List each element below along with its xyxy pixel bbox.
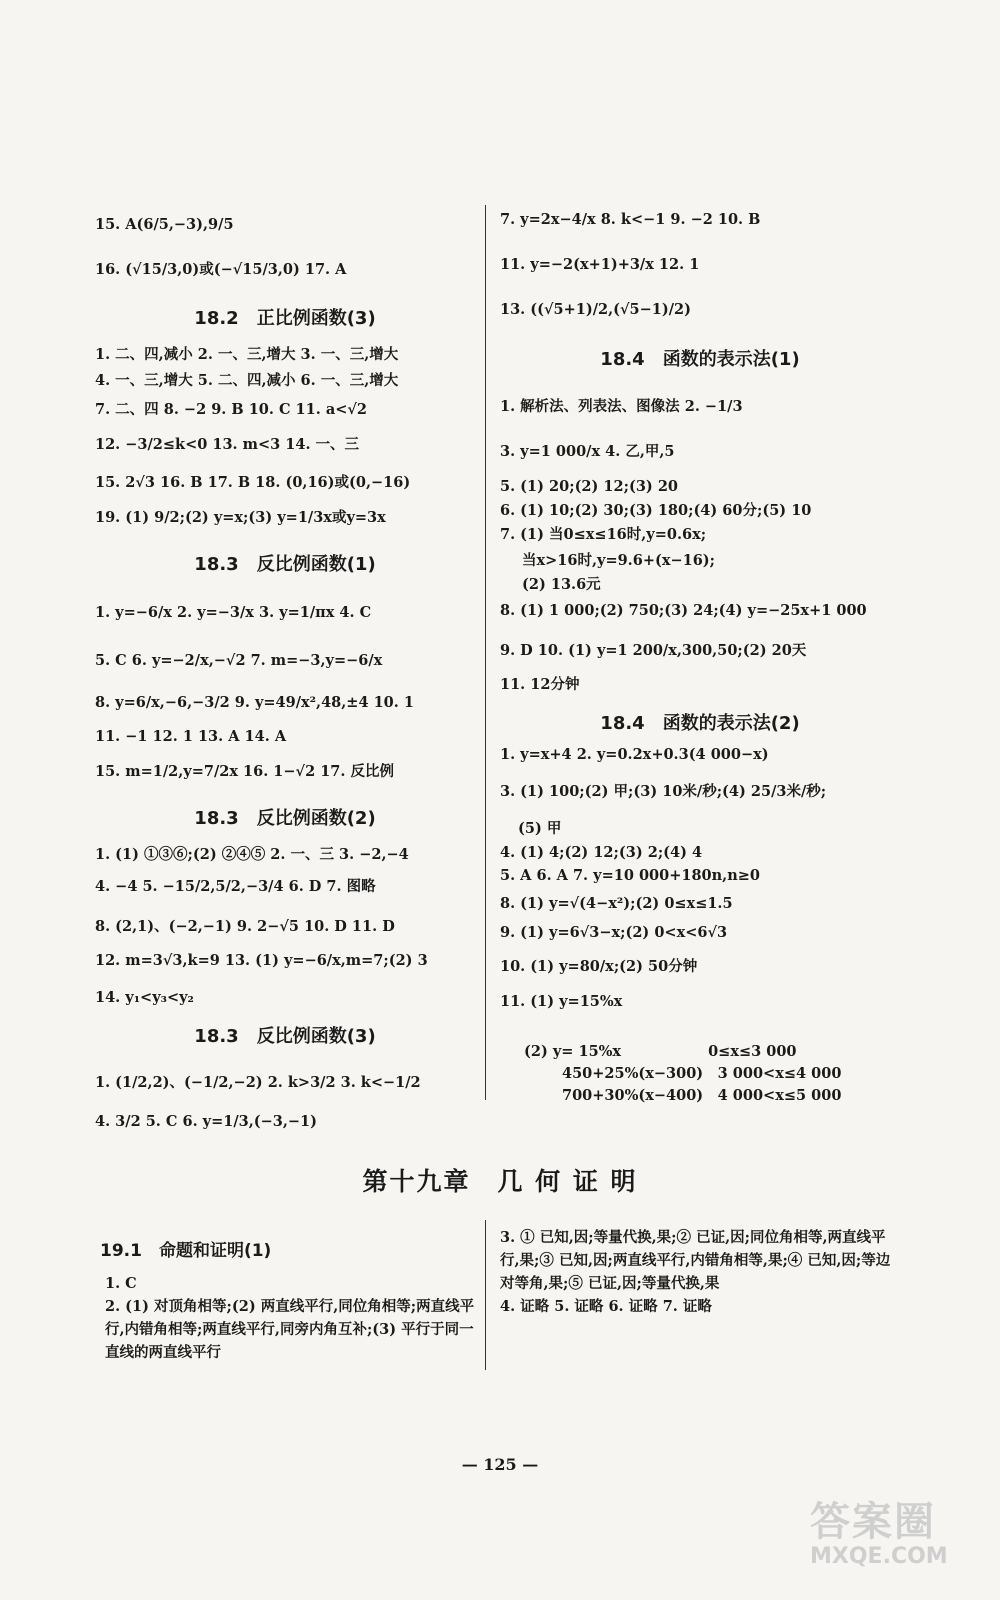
answer-line: 7. 二、四 8. −2 9. B 10. C 11. a<√2 <box>95 401 367 418</box>
answer-line: 14. y₁<y₃<y₂ <box>95 989 194 1006</box>
answer-line: 5. C 6. y=−2/x,−√2 7. m=−3,y=−6/x <box>95 652 383 669</box>
answer-line: 8. y=6/x,−6,−3/2 9. y=49/x²,48,±4 10. 1 <box>95 694 414 711</box>
answer-line: 3. y=1 000/x 4. 乙,甲,5 <box>500 443 675 460</box>
answer-line: 8. (1) 1 000;(2) 750;(3) 24;(4) y=−25x+1 000 <box>500 602 867 619</box>
answer-line: 12. −3/2≤k<0 13. m<3 14. 一、三 <box>95 436 360 453</box>
section-heading: 18.4 函数的表示法(2) <box>600 713 800 734</box>
answer-line: 5. (1) 20;(2) 12;(3) 20 <box>500 478 679 495</box>
answer-line: 11. y=−2(x+1)+3/x 12. 1 <box>500 256 700 273</box>
answer-line: 8. (1) y=√(4−x²);(2) 0≤x≤1.5 <box>500 895 733 912</box>
column-divider <box>485 1220 486 1370</box>
answer-line: 10. (1) y=80/x;(2) 50分钟 <box>500 958 698 975</box>
answer-line: 11. −1 12. 1 13. A 14. A <box>95 728 287 745</box>
ch19-right-block <box>500 1226 900 1318</box>
answer-line: 7. (1) 当0≤x≤16时,y=0.6x; <box>500 526 707 543</box>
answer-paragraph: 4. 证略 5. 证略 6. 证略 7. 证略 <box>500 1298 712 1315</box>
answer-line: 1. y=−6/x 2. y=−3/x 3. y=1/πx 4. C <box>95 604 372 621</box>
answer-line: 15. A(6/5,−3),9/5 <box>95 216 234 233</box>
answer-line: 6. (1) 10;(2) 30;(3) 180;(4) 60分;(5) 10 <box>500 502 812 519</box>
answer-line: 1. 解析法、列表法、图像法 2. −1/3 <box>500 398 743 415</box>
page-number: — 125 — <box>461 1455 539 1474</box>
answer-paragraph: 1. C <box>105 1275 137 1292</box>
answer-line: 8. (2,1)、(−2,−1) 9. 2−√5 10. D 11. D <box>95 918 395 935</box>
column-divider <box>485 205 486 1100</box>
answer-line: 9. D 10. (1) y=1 200/x,300,50;(2) 20天 <box>500 642 807 659</box>
answer-line: 7. y=2x−4/x 8. k<−1 9. −2 10. B <box>500 211 761 228</box>
answer-line: 4. 一、三,增大 5. 二、四,减小 6. 一、三,增大 <box>95 372 399 389</box>
answer-line: (2) 13.6元 <box>522 576 601 593</box>
answer-paragraph: 3. ① 已知,因;等量代换,果;② 已证,因;同位角相等,两直线平行,果;③ 已知,因;两直线平行,内错角相等,果;④ 已知,因;等边对等角,果;⑤ 已证,因;等量代换,果 <box>500 1229 891 1292</box>
answer-line: 3. (1) 100;(2) 甲;(3) 10米/秒;(4) 25/3米/秒; <box>500 783 827 800</box>
section-heading: 18.2 正比例函数(3) <box>194 308 376 329</box>
answer-paragraph: 2. (1) 对顶角相等;(2) 两直线平行,同位角相等;两直线平行,内错角相等;两直线平行,同旁内角互补;(3) 平行于同一直线的两直线平行 <box>105 1298 475 1361</box>
section-heading: 18.3 反比例函数(2) <box>194 808 376 829</box>
section-heading: 18.4 函数的表示法(1) <box>600 349 800 370</box>
answer-line: 4. −4 5. −15/2,5/2,−3/4 6. D 7. 图略 <box>95 878 376 895</box>
answer-line: 13. ((√5+1)/2,(√5−1)/2) <box>500 301 691 318</box>
watermark-url: MXQE.COM <box>810 1544 948 1569</box>
answer-line: 1. 二、四,减小 2. 一、三,增大 3. 一、三,增大 <box>95 346 399 363</box>
answer-line: (5) 甲 <box>518 820 562 837</box>
answer-line: 19. (1) 9/2;(2) y=x;(3) y=1/3x或y=3x <box>95 509 386 526</box>
section-heading: 18.3 反比例函数(1) <box>194 554 376 575</box>
answer-line: 9. (1) y=6√3−x;(2) 0<x<6√3 <box>500 924 728 941</box>
answer-line: 1. (1) ①③⑥;(2) ②④⑤ 2. 一、三 3. −2,−4 <box>95 846 409 863</box>
chapter-title: 第十九章 几 何 证 明 <box>362 1167 638 1196</box>
answer-line: 11. (1) y=15%x <box>500 993 623 1010</box>
answer-line: 5. A 6. A 7. y=10 000+180n,n≥0 <box>500 867 761 884</box>
answer-line: 4. 3/2 5. C 6. y=1/3,(−3,−1) <box>95 1113 318 1130</box>
answer-line: 4. (1) 4;(2) 12;(3) 2;(4) 4 <box>500 844 703 861</box>
answer-line: 15. m=1/2,y=7/2x 16. 1−√2 17. 反比例 <box>95 763 394 780</box>
answer-line: 12. m=3√3,k=9 13. (1) y=−6/x,m=7;(2) 3 <box>95 952 428 969</box>
answer-line: 1. y=x+4 2. y=0.2x+0.3(4 000−x) <box>500 746 769 763</box>
answer-line: 11. 12分钟 <box>500 676 580 693</box>
answer-line: 当x>16时,y=9.6+(x−16); <box>522 552 716 569</box>
answer-line: 15. 2√3 16. B 17. B 18. (0,16)或(0,−16) <box>95 474 411 491</box>
ch19-left-block <box>105 1272 485 1364</box>
section-heading: 19.1 命题和证明(1) <box>100 1241 272 1261</box>
watermark-text: 答案圈 <box>810 1499 936 1545</box>
answer-line: 450+25%(x−300) 3 000<x≤4 000 <box>562 1065 842 1082</box>
answer-line: 16. (√15/3,0)或(−√15/3,0) 17. A <box>95 261 347 278</box>
answer-line: (2) y= 15%x 0≤x≤3 000 <box>524 1043 797 1060</box>
answer-line: 700+30%(x−400) 4 000<x≤5 000 <box>562 1087 842 1104</box>
section-heading: 18.3 反比例函数(3) <box>194 1026 376 1047</box>
answer-line: 1. (1/2,2)、(−1/2,−2) 2. k>3/2 3. k<−1/2 <box>95 1074 421 1091</box>
watermark-logo <box>810 1500 970 1580</box>
